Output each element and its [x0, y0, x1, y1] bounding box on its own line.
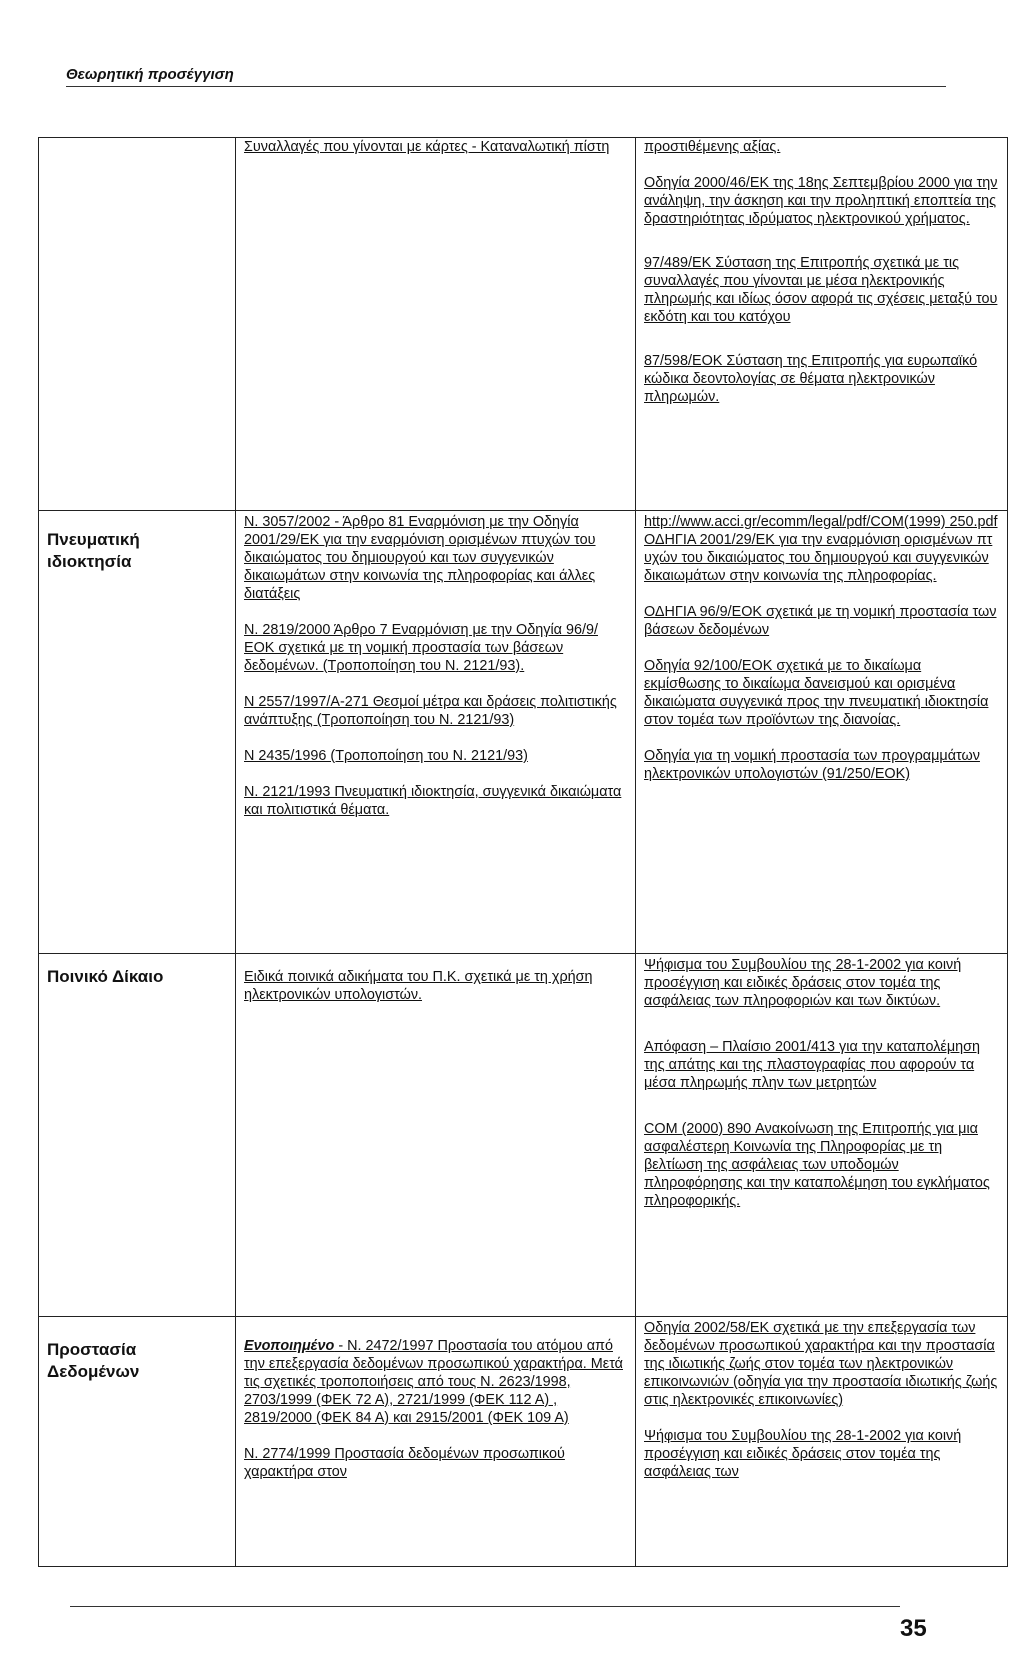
category-cell — [39, 138, 236, 511]
law-entry: Ενοποιημένο - Ν. 2472/1997 Προστασία του ατόμου από την επεξεργασία δεδομένων προσωπικού χαρακτήρα. Μετά τις σχετικές τροποποιήσεις από τους Ν. 2623/1998, 2703/1999 (ΦΕΚ 72 Α), 2721/1999 (ΦΕΚ 112 Α) , 2819/2000 (ΦΕΚ 84 Α) και 2915/2001 (ΦΕΚ 109 Α) — [244, 1338, 623, 1426]
law-entry: Ν 2435/1996 (Τροποποίηση του Ν. 2121/93) — [244, 748, 528, 764]
category-label: Πνευματική ιδιοκτησία — [47, 530, 140, 571]
law-entry: Οδηγία 92/100/ΕΟΚ σχετικά με το δικαίωμα εκμίσθωσης το δικαίωμα δανεισμού και ορισμένα δικαιώματα συγγενικά προς την πνευματική ιδιοκτησία στον τομέα των προϊόντων της διανοίας. — [644, 658, 989, 728]
law-entry: http://www.acci.gr/ecomm/legal/pdf/COM(1999) 250.pdfΟΔΗΓΙΑ 2001/29/ΕΚ για την εναρμόνιση ορισμένων πτυχών του δικαιώματος του δημιουργού και συγγενικών δικαιωμάτων στην κοινωνία της πληροφορίας. — [644, 514, 998, 584]
law-entry: Ψήφισμα του Συμβουλίου της 28-1-2002 για κοινή προσέγγιση και ειδικές δράσεις στον τομέα της ασφάλειας των — [644, 1428, 962, 1480]
law-entry: Οδηγία για τη νομική προστασία των προγραμμάτων ηλεκτρονικών υπολογιστών (91/250/ΕΟΚ) — [644, 748, 980, 782]
law-entry: Ν. 3057/2002 - Άρθρο 81 Εναρμόνιση με την Οδηγία 2001/29/ΕΚ για την εναρμόνιση ορισμένων πτυχών του δικαιώματος του δημιουργού και των συγγενικών δικαιωμάτων στην κοινωνία της πληροφορίας και άλλες διατάξεις — [244, 514, 596, 602]
law-entry: ΟΔΗΓΙΑ 96/9/ΕΟΚ σχετικά με τη νομική προστασία των βάσεων δεδομένων — [644, 604, 997, 638]
law-entry: 97/489/ΕΚ Σύσταση της Επιτροπής σχετικά με τις συναλλαγές που γίνονται με μέσα ηλεκτρονικής πληρωμής και ιδίως όσον αφορά τις σχέσεις μεταξύ του εκδότη και του κατόχου — [644, 255, 998, 325]
eu-law-cell — [636, 511, 1008, 954]
table-row — [39, 511, 1008, 954]
consolidated-label: Ενοποιημένο — [244, 1338, 335, 1354]
category-cell — [39, 954, 236, 1317]
law-entry: Ν. 2121/1993 Πνευματική ιδιοκτησία, συγγενικά δικαιώματα και πολιτιστικά θέματα. — [244, 784, 622, 818]
national-law-cell — [236, 511, 636, 954]
table-row — [39, 954, 1008, 1317]
header-divider — [66, 86, 946, 87]
footer-divider — [70, 1606, 900, 1607]
law-entry: Ν. 2819/2000 Άρθρο 7 Εναρμόνιση με την Οδηγία 96/9/ΕΟΚ σχετικά με τη νομική προστασία των βάσεων δεδομένων. (Τροποποίηση του Ν. 2121/93). — [244, 622, 598, 674]
law-entry: Ν. 2774/1999 Προστασία δεδομένων προσωπικού χαρακτήρα στον — [244, 1446, 565, 1480]
eu-law-cell — [636, 1317, 1008, 1567]
eu-law-cell — [636, 138, 1008, 511]
law-entry: Οδηγία 2000/46/ΕΚ της 18ης Σεπτεμβρίου 2000 για την ανάληψη, την άσκηση και την προληπτική εποπτεία της δραστηριότητας ιδρύματος ηλεκτρονικού χρήματος. — [644, 175, 998, 227]
law-entry: COM (2000) 890 Ανακοίνωση της Επιτροπής για μια ασφαλέστερη Κοινωνία της Πληροφορίας με τη βελτίωση της ασφάλειας των υποδομών πληροφόρησης και την καταπολέμηση του εγκλήματος πληροφορικής. — [644, 1121, 990, 1209]
national-law-cell — [236, 954, 636, 1317]
category-cell — [39, 511, 236, 954]
legislation-table — [38, 137, 1008, 1567]
page-number: 35 — [900, 1615, 927, 1642]
law-entry: Συναλλαγές που γίνονται με κάρτες - Καταναλωτική πίστη — [244, 139, 610, 155]
national-law-cell — [236, 1317, 636, 1567]
category-label: Προστασία Δεδομένων — [47, 1340, 140, 1381]
category-cell — [39, 1317, 236, 1567]
category-label: Ποινικό Δίκαιο — [47, 967, 164, 986]
law-entry: 87/598/ΕΟΚ Σύσταση της Επιτροπής για ευρωπαϊκό κώδικα δεοντολογίας σε θέματα ηλεκτρονικών πληρωμών. — [644, 353, 978, 405]
law-entry: Απόφαση – Πλαίσιο 2001/413 για την καταπολέμηση της απάτης και της πλαστογραφίας που αφορούν τα μέσα πληρωμής πλην των μετρητών — [644, 1039, 981, 1091]
law-entry: Ψήφισμα του Συμβουλίου της 28-1-2002 για κοινή προσέγγιση και ειδικές δράσεις στον τομέα της ασφάλειας των πληροφοριών και των δικτύων. — [644, 957, 962, 1009]
law-entry: Οδηγία 2002/58/ΕΚ σχετικά με την επεξεργασία των δεδομένων προσωπικού χαρακτήρα και την προστασία της ιδιωτικής ζωής στον τομέα των ηλεκτρονικών επικοινωνιών (οδηγία για την προστασία ιδιωτικής ζωής στις ηλεκτρονικές επικοινωνίες) — [644, 1320, 998, 1408]
eu-law-cell — [636, 954, 1008, 1317]
table-row — [39, 138, 1008, 511]
law-entry: Ν 2557/1997/Α-271 Θεσμοί μέτρα και δράσεις πολιτιστικής ανάπτυξης (Τροποποίηση του Ν. 2121/93) — [244, 694, 617, 728]
table-row — [39, 1317, 1008, 1567]
page-header: Θεωρητική προσέγγιση — [66, 66, 234, 83]
national-law-cell — [236, 138, 636, 511]
law-entry: προστιθέμενης αξίας. — [644, 139, 781, 155]
law-entry: Ειδικά ποινικά αδικήματα του Π.Κ. σχετικά με τη χρήση ηλεκτρονικών υπολογιστών. — [244, 969, 593, 1003]
external-link[interactable]: http://www.acci.gr/ecomm/legal/pdf/COM(1999) 250.pdf — [644, 514, 998, 530]
